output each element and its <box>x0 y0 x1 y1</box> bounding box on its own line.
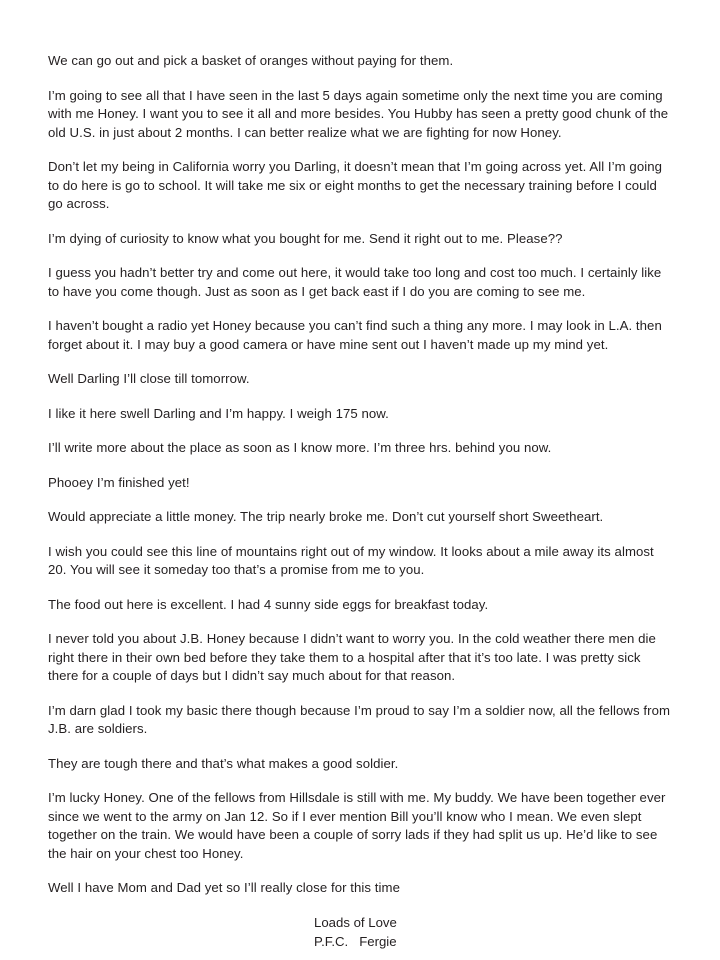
paragraph: I’m darn glad I took my basic there though because I’m proud to say I’m a soldier now, all the fellows from J.B. are soldiers. <box>48 702 671 736</box>
paragraph: Well I have Mom and Dad yet so I’ll really close for this time <box>48 880 400 895</box>
signature-name: P.F.C. Fergie <box>314 933 397 949</box>
paragraph: I guess you hadn’t better try and come out here, it would take too long and cost too much. I certainly like to have you come though. Just as soon as I get back east if I do you are coming to see me. <box>48 265 662 299</box>
paragraph: I haven’t bought a radio yet Honey because you can’t find such a thing any more. I may look in L.A. then forget about it. I may buy a good camera or have mine sent out I haven’t made up my mind yet. <box>48 318 662 352</box>
paragraph: I’m dying of curiosity to know what you bought for me. Send it right out to me. Please?? <box>48 230 563 246</box>
paragraph: I wish you could see this line of mountains right out of my window. It looks about a mile away its almost 20. You will see it someday too that’s a promise from me to you. <box>48 543 654 577</box>
paragraph: I’ll write more about the place as soon as I know more. I’m three hrs. behind you now. <box>48 440 552 455</box>
paragraph: The food out here is excellent. I had 4 sunny side eggs for breakfast today. <box>48 596 489 612</box>
paragraph: Don’t let my being in California worry you Darling, it doesn’t mean that I’m going across yet. All I’m going to do here is go to school. It will take me six or eight months to get the necessary training before I could go across. <box>48 159 663 211</box>
paragraph: We can go out and pick a basket of oranges without paying for them. <box>48 53 454 68</box>
letter-body <box>48 52 672 951</box>
paragraph: Phooey I’m finished yet! <box>48 474 190 490</box>
signature-block <box>314 913 672 951</box>
paragraph: They are tough there and that’s what makes a good soldier. <box>48 755 399 771</box>
paragraph: I’m lucky Honey. One of the fellows from Hillsdale is still with me. My buddy. We have been together ever since we went to the army on Jan 12. So if I ever mention Bill you’ll know who I mean. We even slept together on the train. We would have been a couple of sorry lads if they had split us up. He’d like to see the hair on your chest too Honey. <box>48 790 666 861</box>
signature-closing: Loads of Love <box>314 914 397 930</box>
paragraph: I like it here swell Darling and I’m happy. I weigh 175 now. <box>48 405 389 421</box>
paragraph: Would appreciate a little money. The trip nearly broke me. Don’t cut yourself short Sweetheart. <box>48 509 604 524</box>
paragraph: Well Darling I’ll close till tomorrow. <box>48 371 250 386</box>
paragraph: I’m going to see all that I have seen in the last 5 days again sometime only the next time you are coming with me Honey. I want you to see it all and more besides. You Hubby has seen a pretty good chunk of the old U.S. in just about 2 months. I can better realize what we are fighting for now Honey. <box>48 87 669 140</box>
paragraph: I never told you about J.B. Honey because I didn’t want to worry you. In the cold weather there men die right there in their own bed before they take them to a hospital after that it’s too late. I was pretty sick there for a couple of days but I didn’t say much about for that reason. <box>48 631 656 683</box>
